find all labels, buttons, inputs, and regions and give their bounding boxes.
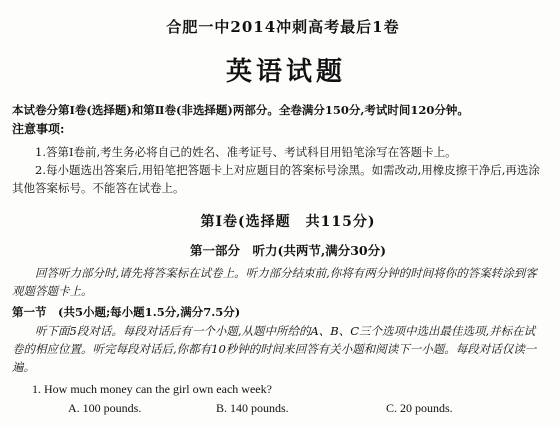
section-instructions: 听下面5段对话。每段对话后有一个小题,从题中所给的A、B、C三个选项中选出最佳选项,并标在试卷的相应位置。听完每段对话后,你都有10秒钟的时间来回答有关小题和阅读下一小题。每段对话仅读一遍。 [12,324,537,374]
section-head: 第一节 (共5小题;每小题1.5分,满分7.5分) [12,305,241,319]
note-item: 1.答第Ⅰ卷前,考生务必将自己的姓名、准考证号、考试科目用铅笔涂写在答题卡上。 [35,145,457,159]
exam-header-line: 合肥一中2014冲刺高考最后1卷 [166,18,400,36]
volume-title: 第Ⅰ卷(选择题 共115分) [200,214,376,230]
option-c: C. 20 pounds. [386,401,453,415]
notes-title: 注意事项: [12,122,65,136]
question-1-options [68,401,546,416]
note-item: 2.每小题选出答案后,用铅笔把答题卡上对应题目的答案标号涂黑。如需改动,用橡皮擦干净后,再选涂其他答案标号。不能答在试卷上。 [12,163,540,195]
option-a: A. 100 pounds. [68,401,142,415]
part-title: 第一部分 听力(共两节,满分30分) [189,243,387,258]
option-b: B. 140 pounds. [216,401,289,415]
part-instructions: 回答听力部分时,请先将答案标在试卷上。听力部分结束前,你将有两分钟的时间将你的答案转涂到客观题答题卡上。 [12,266,537,298]
exam-intro: 本试卷分第Ⅰ卷(选择题)和第Ⅱ卷(非选择题)两部分。全卷满分150分,考试时间120分钟。 [12,103,469,117]
exam-main-title: 英语试题 [225,57,346,87]
question-1: 1. How much money can the girl own each week? [32,382,272,396]
